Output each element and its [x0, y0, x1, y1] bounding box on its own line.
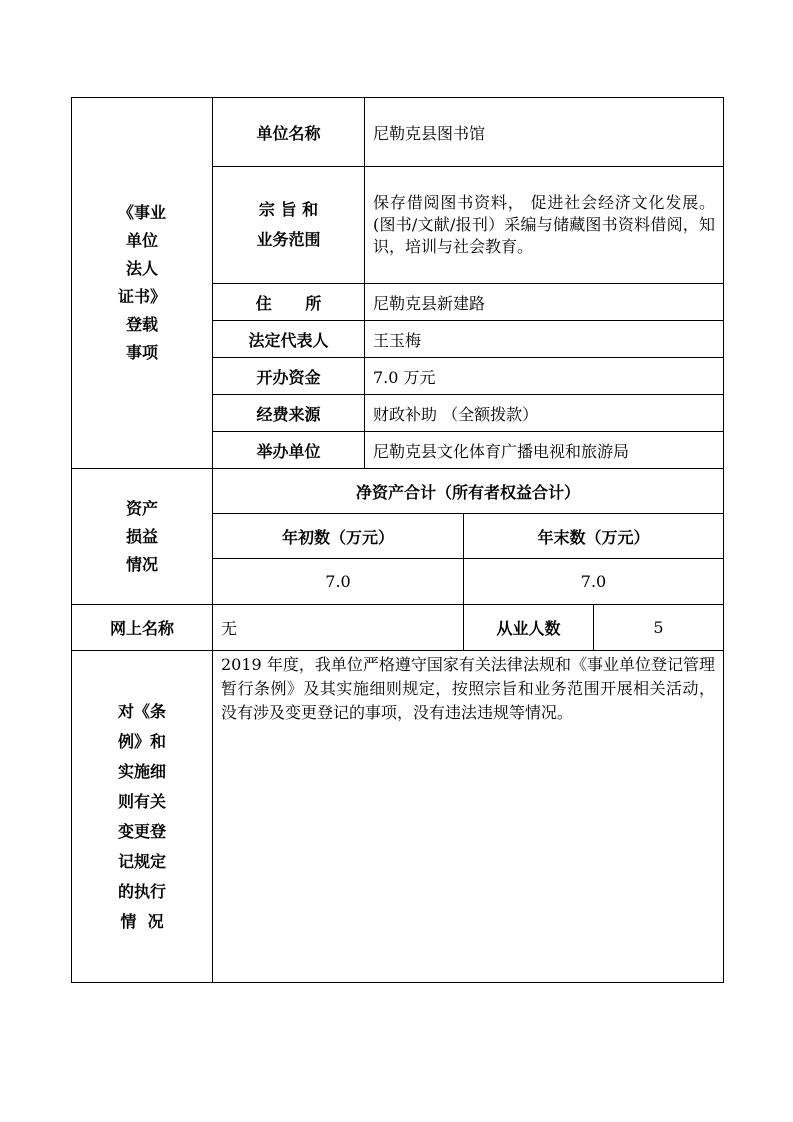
section-assets-label-line: 损益	[125, 526, 158, 546]
row-online-name	[72, 605, 724, 651]
section-compliance-label-line: 的执行	[117, 881, 166, 901]
section-compliance-label-line: 记规定	[117, 851, 166, 871]
section-certificate-label-line: 事项	[125, 343, 158, 362]
staff-count-value: 5	[594, 605, 724, 651]
start-of-year-header: 年初数（万元）	[213, 514, 464, 559]
section-certificate-label-line: 证书》	[117, 287, 166, 306]
address-value: 尼勒克县新建路	[365, 284, 724, 321]
section-compliance-label-line: 情 况	[120, 911, 164, 931]
legal-representative-value: 王玉梅	[365, 321, 724, 358]
sponsor-unit-value: 尼勒克县文化体育广播电视和旅游局	[365, 432, 724, 469]
staff-count-label: 从业人数	[464, 605, 594, 651]
section-assets-label-line: 情况	[125, 554, 158, 574]
online-name-label: 网上名称	[72, 605, 213, 651]
section-compliance-label-line: 例》和	[117, 731, 166, 751]
start-of-year-value: 7.0	[213, 559, 464, 605]
start-capital-label: 开办资金	[213, 358, 365, 395]
purpose-scope-label-line: 业务范围	[256, 230, 321, 249]
row-net-assets-header	[72, 469, 724, 514]
row-unit-name	[72, 98, 724, 167]
section-compliance-label	[72, 651, 213, 983]
funding-source-label: 经费来源	[213, 395, 365, 432]
legal-representative-label: 法定代表人	[213, 321, 365, 358]
section-compliance-label-line: 则有关	[117, 791, 166, 811]
section-certificate-label	[72, 98, 213, 469]
section-certificate-label-line: 《事业	[117, 203, 166, 222]
sponsor-unit-label: 举办单位	[213, 432, 365, 469]
online-name-value: 无	[213, 605, 464, 651]
row-regulation-compliance	[72, 651, 724, 983]
registration-table	[71, 97, 724, 983]
end-of-year-header: 年末数（万元）	[464, 514, 724, 559]
address-label: 住 所	[213, 284, 365, 321]
section-compliance-label-line: 对《条	[117, 701, 166, 721]
start-capital-value: 7.0 万元	[365, 358, 724, 395]
section-certificate-label-line: 法人	[125, 259, 158, 278]
section-assets-label-line: 资产	[125, 498, 158, 518]
section-compliance-label-line: 实施细	[117, 761, 166, 781]
purpose-scope-value: 保存借阅图书资料， 促进社会经济文化发展。(图书/文献/报刊）采编与储藏图书资料借阅，知识，培训与社会教育。	[365, 167, 724, 284]
purpose-scope-label-line: 宗 旨 和	[258, 200, 319, 219]
section-assets-label	[72, 469, 213, 605]
funding-source-value: 财政补助 （全额拨款）	[365, 395, 724, 432]
net-assets-header: 净资产合计（所有者权益合计）	[213, 469, 724, 514]
end-of-year-value: 7.0	[464, 559, 724, 605]
section-certificate-label-line: 登载	[125, 315, 158, 334]
section-compliance-label-line: 变更登	[117, 821, 166, 841]
unit-name-label: 单位名称	[213, 98, 365, 167]
unit-name-value: 尼勒克县图书馆	[365, 98, 724, 167]
compliance-statement: 2019 年度，我单位严格遵守国家有关法律法规和《事业单位登记管理暂行条例》及其实施细则规定，按照宗旨和业务范围开展相关活动，没有涉及变更登记的事项，没有违法违规等情况。	[213, 651, 724, 983]
section-certificate-label-line: 单位	[125, 231, 158, 250]
purpose-scope-label	[213, 167, 365, 284]
